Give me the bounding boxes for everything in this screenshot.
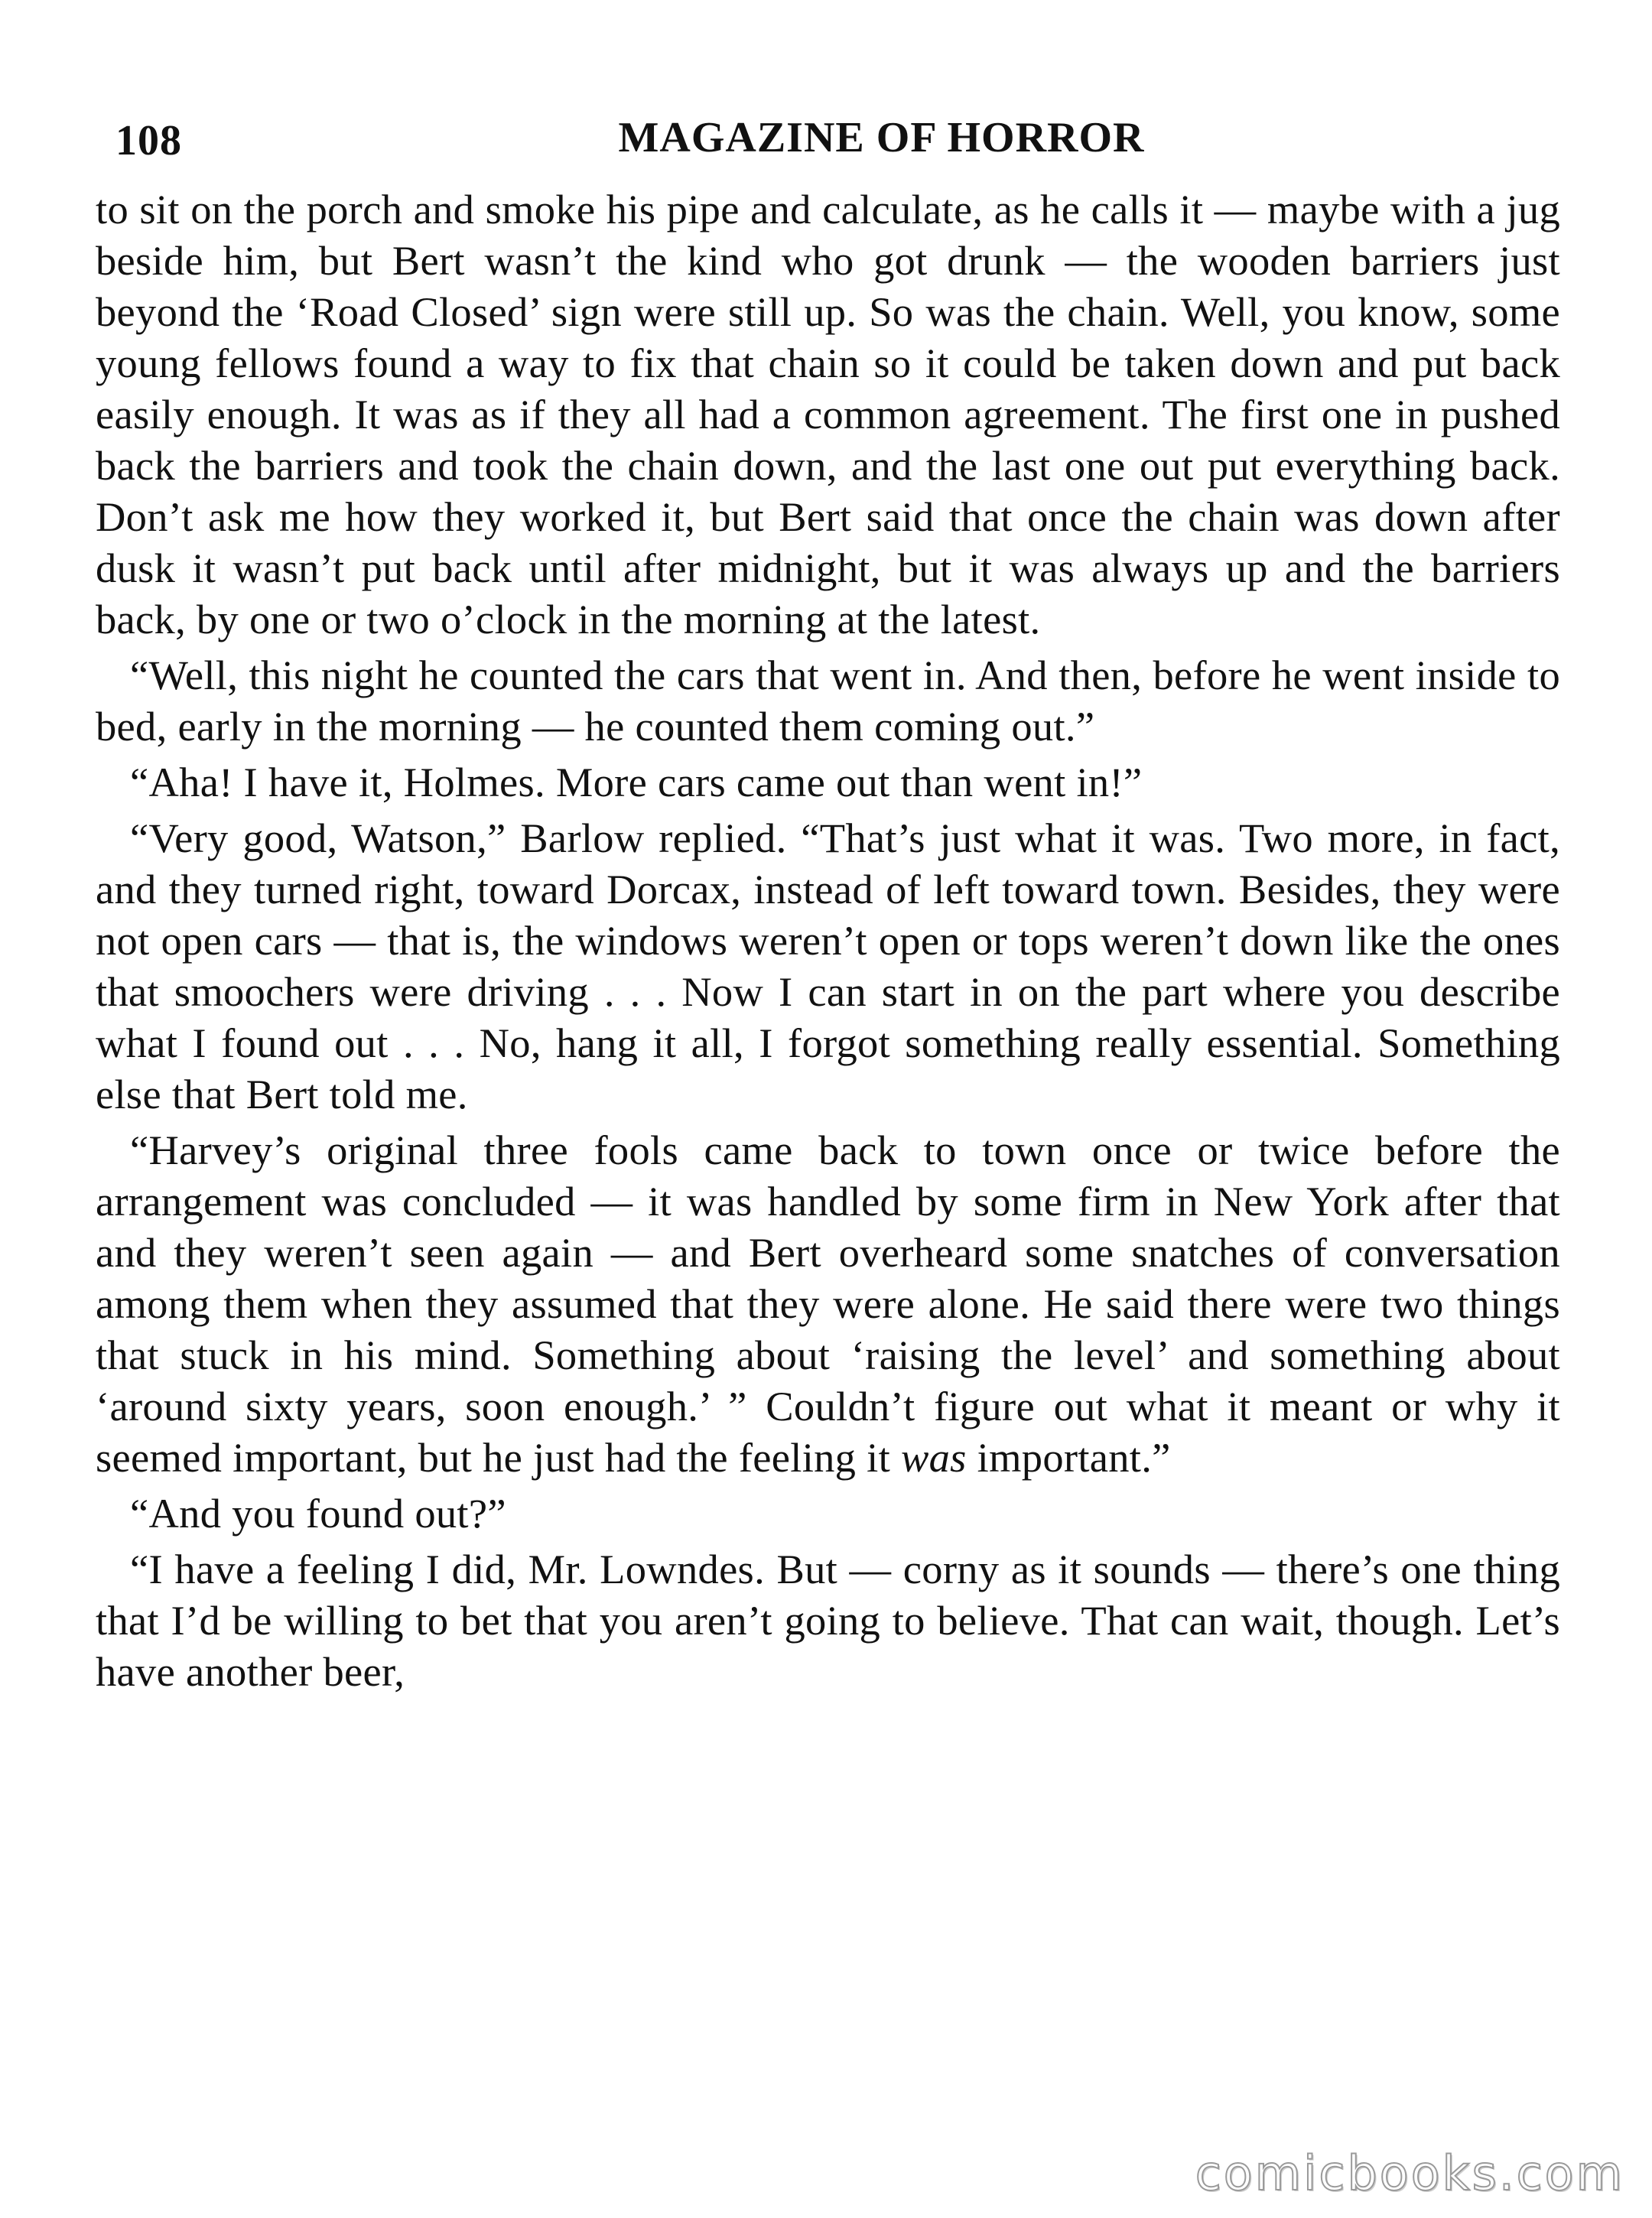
paragraph <box>96 1124 1560 1483</box>
page-number: 108 <box>115 117 182 164</box>
emphasis-text: was <box>900 1434 967 1481</box>
paragraph-text: important.” <box>977 1434 1171 1481</box>
paragraph: “Well, this night he counted the cars that went in. And then, before he went inside to bed, early in the morning — he counted them coming out.” <box>96 652 1560 750</box>
page-header <box>96 99 1560 184</box>
watermark: comicbooks.com <box>1195 2145 1624 2201</box>
paragraph: to sit on the porch and smoke his pipe and calculate, as he calls it — maybe with a jug beside him, but Bert wasn’t the kind who got drunk — the wooden barriers just beyond the ‘Road Closed’ sign were still up. So was the chain. Well, you know, some young fellows found a way to fix that chain so it could be taken down and put back easily enough. It was as if they all had a common agreement. The first one in pushed back the barriers and took the chain down, and the last one out put everything back. Don’t ask me how they worked it, but Bert said that once the chain was down after dusk it wasn’t put back until after midnight, but it was always up and the barriers back, by one or two o’clock in the morning at the latest. <box>96 186 1560 642</box>
running-head: MAGAZINE OF HORROR <box>618 114 1145 161</box>
page <box>96 99 1560 1702</box>
paragraph: “Aha! I have it, Holmes. More cars came out than went in!” <box>130 759 1143 805</box>
body-text <box>96 184 1560 1697</box>
paragraph: “And you found out?” <box>130 1490 506 1537</box>
paragraph-text: “Harvey’s original three fools came back to town once or twice before the arrangement was concluded — it was handled by some firm in New York after that and they weren’t seen again — and Bert overheard some snatches of conversation among them when they assumed that they were alone. He said there were two things that stuck in his mind. Something about ‘raising the level’ and something about ‘around sixty years, soon enough.’ ” Couldn’t figure out what it meant or why it seemed important, but he just had the feeling it <box>96 1127 1560 1481</box>
paragraph: “Very good, Watson,” Barlow replied. “That’s just what it was. Two more, in fact, and they turned right, toward Dorcax, instead of left toward town. Besides, they were not open cars — that is, the windows weren’t open or tops weren’t down like the ones that smoochers were driving . . . Now I can start in on the part where you describe what I found out . . . No, hang it all, I forgot something really essential. Something else that Bert told me. <box>96 815 1560 1117</box>
paragraph: “I have a feeling I did, Mr. Lowndes. But — corny as it sounds — there’s one thing that I’d be willing to bet that you aren’t going to believe. That can wait, though. Let’s have another beer, <box>96 1546 1560 1695</box>
